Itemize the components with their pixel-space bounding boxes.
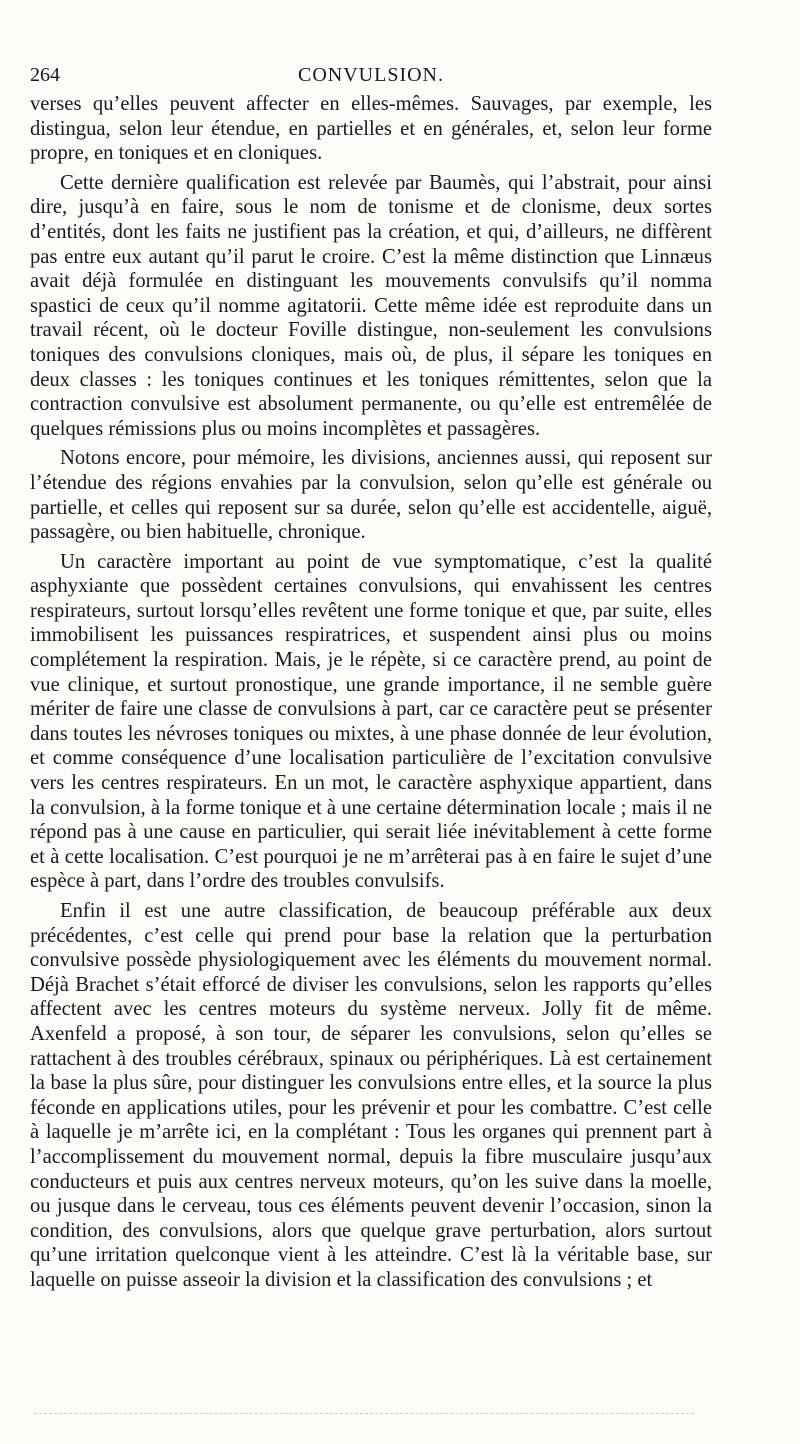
paragraph-classification: Enfin il est une autre classification, de beaucoup préférable aux deux précédentes, c’est celle qui prend pour base la relation que la perturbation convulsive possède physiologiquement avec les éléments du mouvement normal. Déjà Brachet s’était efforcé de diviser les convulsions, selon les rapports qu’elles affectent avec les centres moteurs du système nerveux. Jolly fit de même. Axenfeld a proposé, à son tour, de séparer les convulsions, selon qu’elles se rattachent à des troubles cérébraux, spinaux ou périphériques. Là est certainement la base la plus sûre, pour distinguer les convulsions entre elles, et la source la plus féconde en applications utiles, pour les prévenir et pour les combattre. C’est celle à laquelle je m’arrête ici, en la complétant : Tous les organes qui prennent part à l’accomplissement du mouvement normal, depuis la fibre musculaire jusqu’aux conducteurs et puis aux centres nerveux moteurs, qu’on les suive dans la moelle, ou jusque dans le cerveau, tous ces éléments peuvent devenir l’occasion, sinon la condition, des convulsions, alors que quelque grave perturbation, alors surtout qu’une irritation quelconque vient à les atteindre. C’est là la véritable base, sur laquelle on puisse asseoir la division et la classification des convulsions ; et <box>30 900 712 1291</box>
paragraph-continued: verses qu’elles peuvent affecter en elles-mêmes. Sauvages, par exemple, les distingua, selon leur étendue, en partielles et en générales, et, selon leur forme propre, en toniques et en cloniques. <box>30 93 712 165</box>
running-head <box>30 60 712 92</box>
running-title: CONVULSION. <box>298 64 444 86</box>
book-page <box>30 60 712 1293</box>
paragraph-asphyxiante: Un caractère important au point de vue symptomatique, c’est la qualité asphyxiante que possèdent certaines convulsions, qui envahissent les centres respirateurs, surtout lorsqu’elles revêtent une forme tonique et que, par suite, elles immobilisent les puissances respiratrices, et suspendent ainsi plus ou moins complétement la respiration. Mais, je le répète, si ce caractère prend, au point de vue clinique, et surtout pronostique, une grande importance, il ne semble guère mériter de faire une classe de convulsions à part, car ce caractère peut se présenter dans toutes les névroses toniques ou mixtes, à une phase donnée de leur évolution, et comme conséquence d’une localisation particulière de l’excitation convulsive vers les centres respirateurs. En un mot, le caractère asphyxique appartient, dans la convulsion, à la forme tonique et à une certaine détermination locale ; mais il ne répond pas à une cause en particulier, qui serait liée inévitablement à cette forme et à cette localisation. C’est pourquoi je ne m’arrêterai pas à en faire le sujet d’une espèce à part, dans l’ordre des troubles convulsifs. <box>30 550 712 893</box>
paragraph-tonisme-clonisme: Cette dernière qualification est relevée par Baumès, qui l’abstrait, pour ainsi dire, jusqu’à en faire, sous le nom de tonisme et de clonisme, deux sortes d’entités, dont les faits ne justifient pas la création, et qui, d’ailleurs, ne diffèrent pas entre eux autant qu’il parut le croire. C’est la même distinction que Linnæus avait déjà formulée en distinguant les mouvements convulsifs qu’il nomma spastici de ceux qu’il nomme agitatorii. Cette même idée est reproduite dans un travail récent, où le docteur Foville distingue, non-seulement les convulsions toniques des convulsions cloniques, mais où, de plus, il sépare les toniques en deux classes : les toniques continues et les toniques rémittentes, selon que la contraction convulsive est absolument permanente, ou qu’elle est entremêlée de quelques rémissions plus ou moins incomplètes et passagères. <box>30 171 712 440</box>
footer-rule <box>34 1413 694 1414</box>
page-number: 264 <box>30 64 60 86</box>
body-text <box>30 92 712 1293</box>
paragraph-etendue-duree: Notons encore, pour mémoire, les divisions, anciennes aussi, qui reposent sur l’étendue des régions envahies par la convulsion, selon qu’elle est générale ou partielle, et celles qui reposent sur sa durée, selon qu’elle est accidentelle, aiguë, passagère, ou bien habituelle, chronique. <box>30 447 712 544</box>
